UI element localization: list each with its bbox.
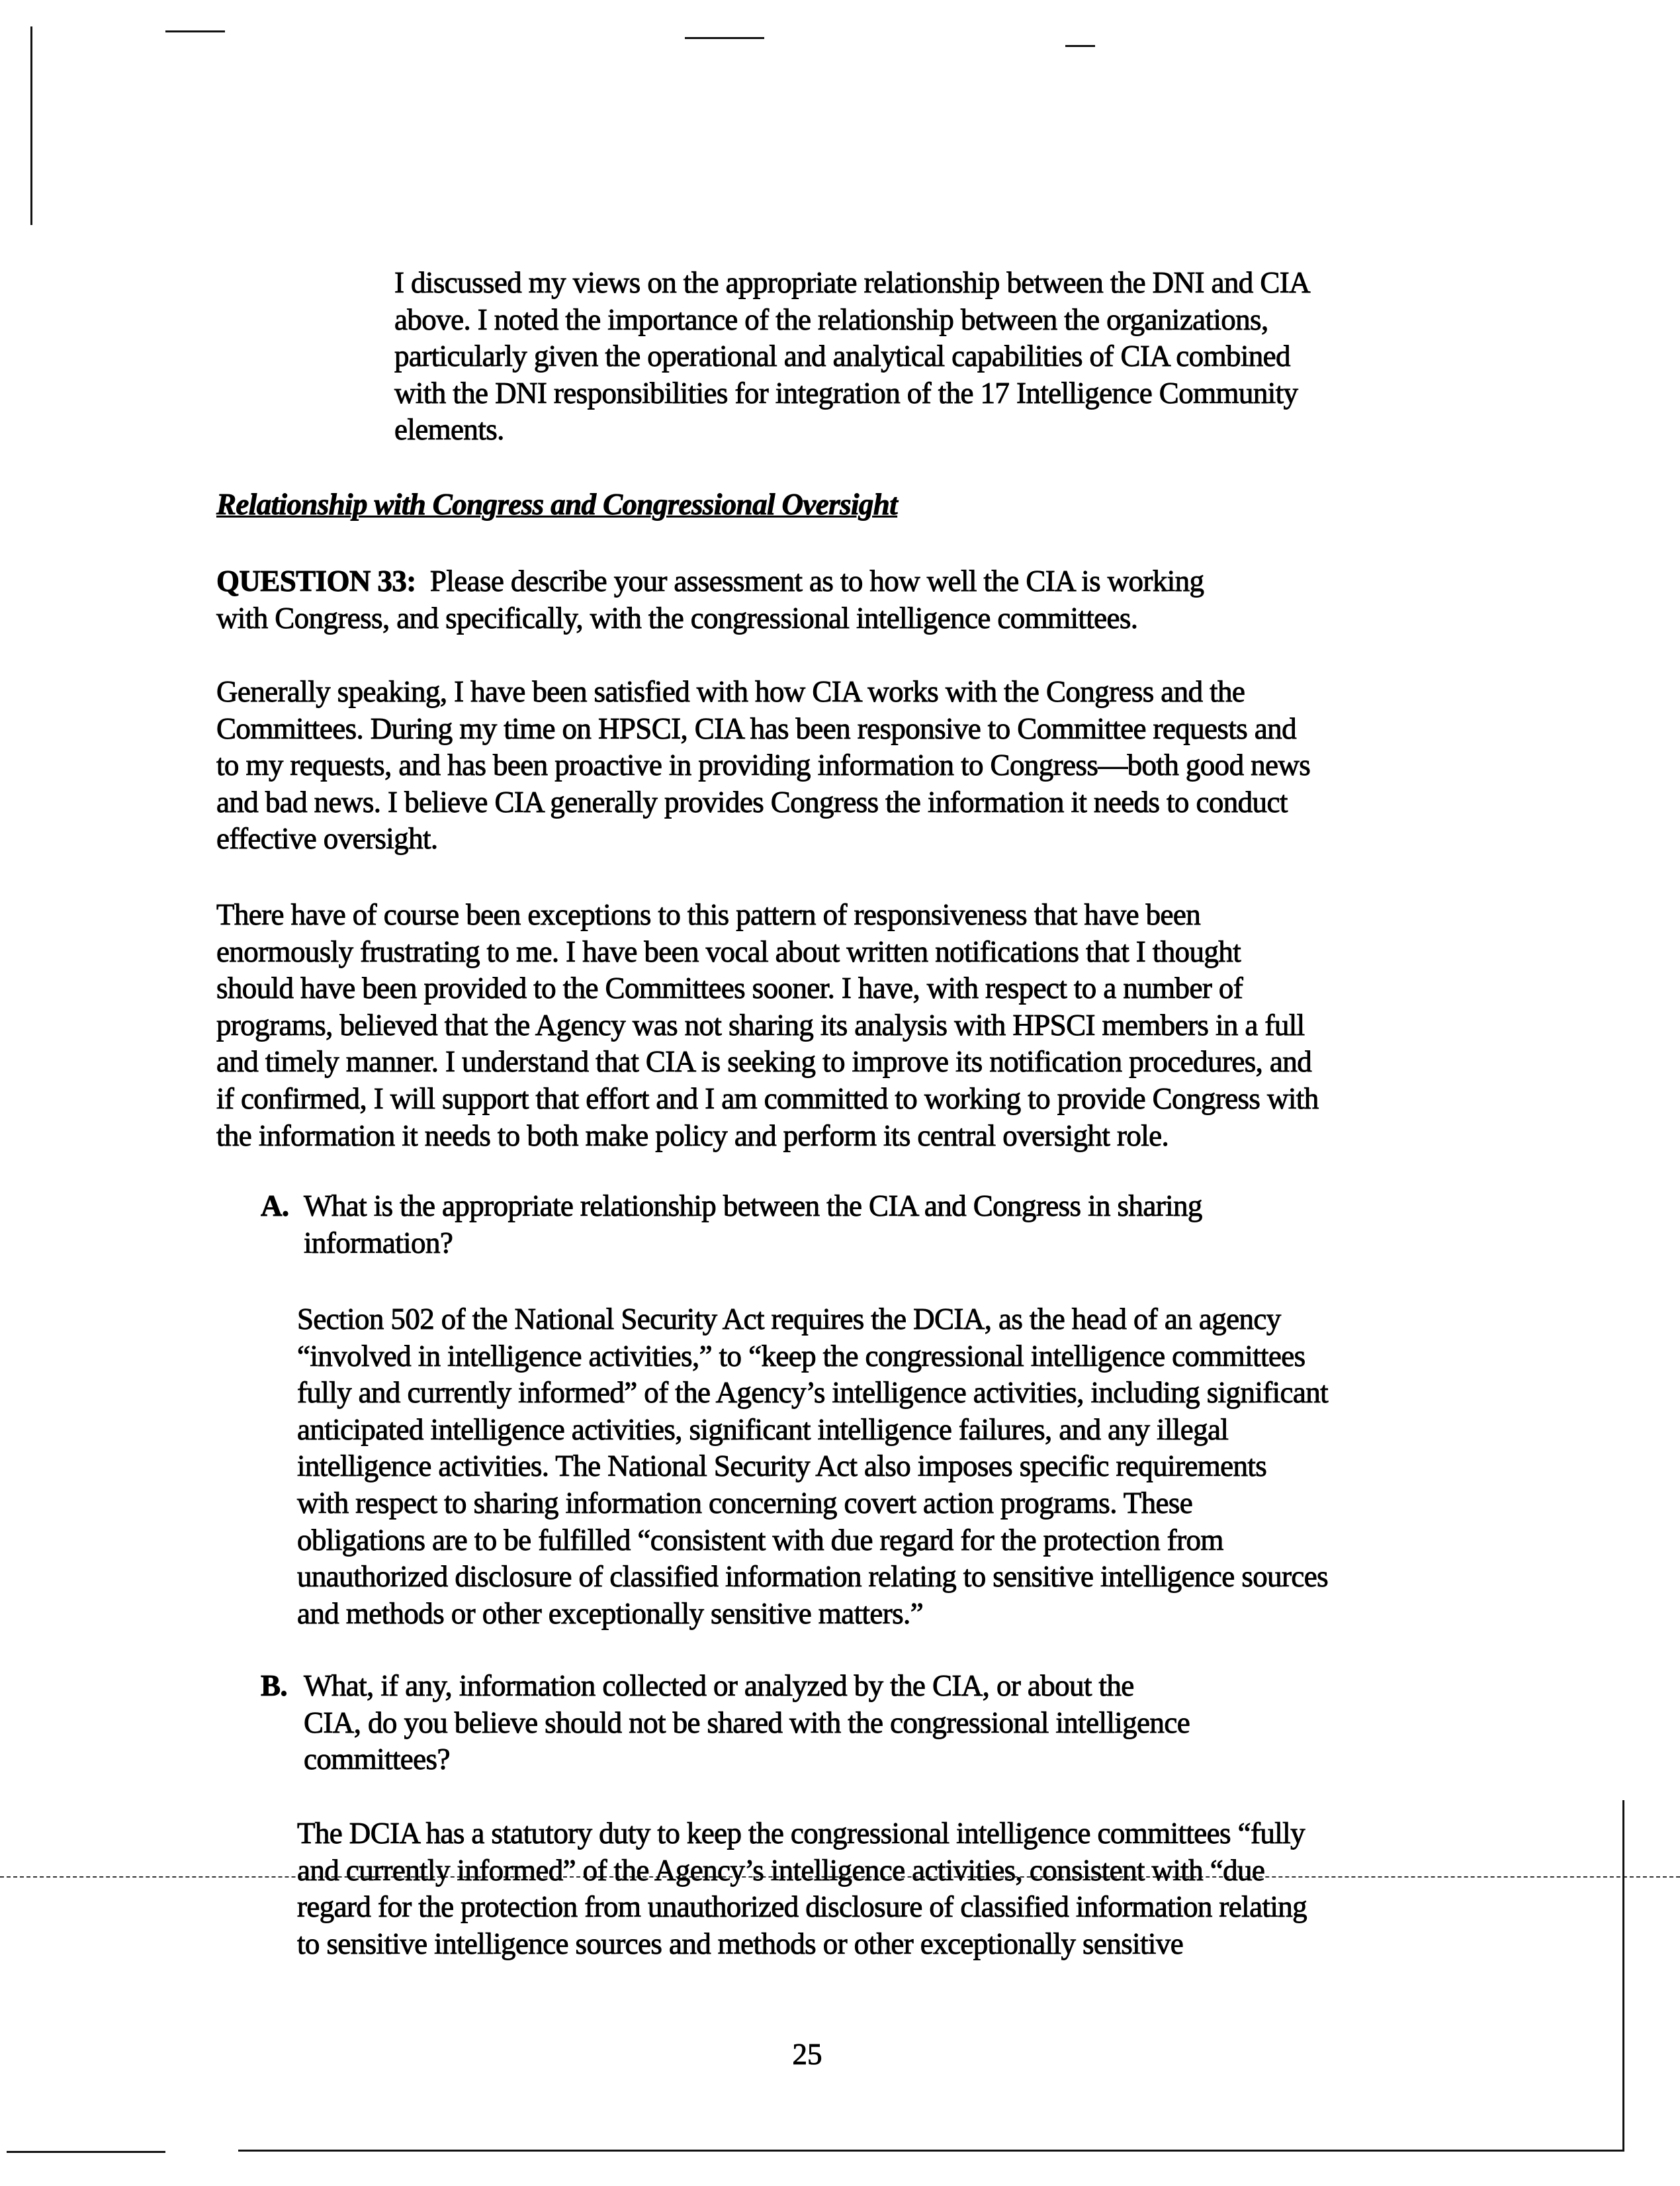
text-line: to sensitive intelligence sources and methods or other exceptionally sensitive (297, 1927, 1184, 1960)
text-line: programs, believed that the Agency was not sharing its analysis with HPSCI members in a full (216, 1008, 1305, 1042)
text-line: above. I noted the importance of the relationship between the organizations, (394, 302, 1268, 336)
answer-paragraph-2 (216, 897, 1319, 1154)
subquestion-b-question (304, 1668, 1190, 1778)
text-line: regard for the protection from unauthorized disclosure of classified information relating (297, 1890, 1307, 1924)
text-line: particularly given the operational and analytical capabilities of CIA combined (394, 340, 1290, 373)
scan-mark-right-border (1622, 1800, 1624, 2151)
text-line: Section 502 of the National Security Act requires the DCIA, as the head of an agency (297, 1302, 1281, 1336)
text-line: What, if any, information collected or analyzed by the CIA, or about the (304, 1669, 1134, 1702)
text-line: and bad news. I believe CIA generally provides Congress the information it needs to conduct (216, 785, 1288, 819)
text-line: intelligence activities. The National Security Act also imposes specific requirements (297, 1449, 1267, 1483)
text-line: fully and currently informed” of the Agency’s intelligence activities, including significant (297, 1376, 1329, 1410)
text-line: to my requests, and has been proactive in providing information to Congress—both good news (216, 749, 1311, 782)
text-line: with respect to sharing information concerning covert action programs. These (297, 1486, 1193, 1520)
scan-mark-bottom-left (7, 2151, 165, 2153)
text-line: What is the appropriate relationship between the CIA and Congress in sharing (304, 1189, 1202, 1222)
text-line: I discussed my views on the appropriate relationship between the DNI and CIA (394, 266, 1311, 299)
text-line: information? (304, 1226, 453, 1259)
text-line: unauthorized disclosure of classified information relating to sensitive intelligence sources (297, 1560, 1329, 1594)
text-line: and methods or other exceptionally sensitive matters.” (297, 1596, 924, 1630)
scan-mark-top-center (685, 37, 764, 39)
text-line: The DCIA has a statutory duty to keep the congressional intelligence committees “fully (297, 1817, 1305, 1850)
question-33 (216, 563, 1204, 637)
text-line: Committees. During my time on HPSCI, CIA has been responsive to Committee requests and (216, 711, 1296, 745)
text-line: Generally speaking, I have been satisfied with how CIA works with the Congress and the (216, 675, 1245, 708)
text-line: with the DNI responsibilities for integration of the 17 Intelligence Community (394, 376, 1298, 410)
scan-mark-top-right (1065, 45, 1095, 47)
text-line: CIA, do you believe should not be shared with the congressional intelligence (304, 1706, 1190, 1739)
answer-paragraph-1 (216, 674, 1310, 858)
text-line: Please describe your assessment as to how well the CIA is working (416, 565, 1204, 598)
section-heading: Relationship with Congress and Congressional Oversight (216, 488, 898, 521)
page-number: 25 (792, 2038, 822, 2071)
subquestion-a-question (304, 1188, 1202, 1261)
intro-paragraph (394, 265, 1310, 449)
question-label: QUESTION 33: (216, 565, 416, 598)
text-line: and currently informed” of the Agency’s intelligence activities, consistent with “due (297, 1853, 1265, 1887)
text-line: if confirmed, I will support that effort and I am committed to working to provide Congress with (216, 1081, 1319, 1115)
text-line: effective oversight. (216, 822, 438, 856)
text-line: enormously frustrating to me. I have been vocal about written notifications that I thought (216, 934, 1241, 968)
subquestion-b-answer (297, 1815, 1307, 1962)
text-line: committees? (304, 1743, 450, 1776)
text-line: the information it needs to both make policy and perform its central oversight role. (216, 1118, 1169, 1152)
text-line: with Congress, and specifically, with the congressional intelligence committees. (216, 601, 1138, 635)
subquestion-b-label: B. (261, 1669, 288, 1702)
text-line: There have of course been exceptions to this pattern of responsiveness that have been (216, 898, 1201, 931)
text-line: elements. (394, 413, 504, 447)
text-line: obligations are to be fulfilled “consistent with due regard for the protection from (297, 1523, 1223, 1557)
scan-mark-left-vertical (30, 26, 32, 225)
subquestion-a-label: A. (261, 1189, 289, 1222)
question-first-line (216, 563, 1204, 600)
text-line: should have been provided to the Committees sooner. I have, with respect to a number of (216, 972, 1243, 1005)
scan-mark-bottom-right (238, 2150, 1624, 2152)
text-line: and timely manner. I understand that CIA is seeking to improve its notification procedures, and (216, 1045, 1312, 1079)
text-line: “involved in intelligence activities,” to “keep the congressional intelligence committees (297, 1339, 1305, 1373)
scan-mark-top-left (165, 30, 225, 32)
text-line: anticipated intelligence activities, significant intelligence failures, and any illegal (297, 1412, 1229, 1446)
subquestion-a-answer (297, 1301, 1328, 1632)
